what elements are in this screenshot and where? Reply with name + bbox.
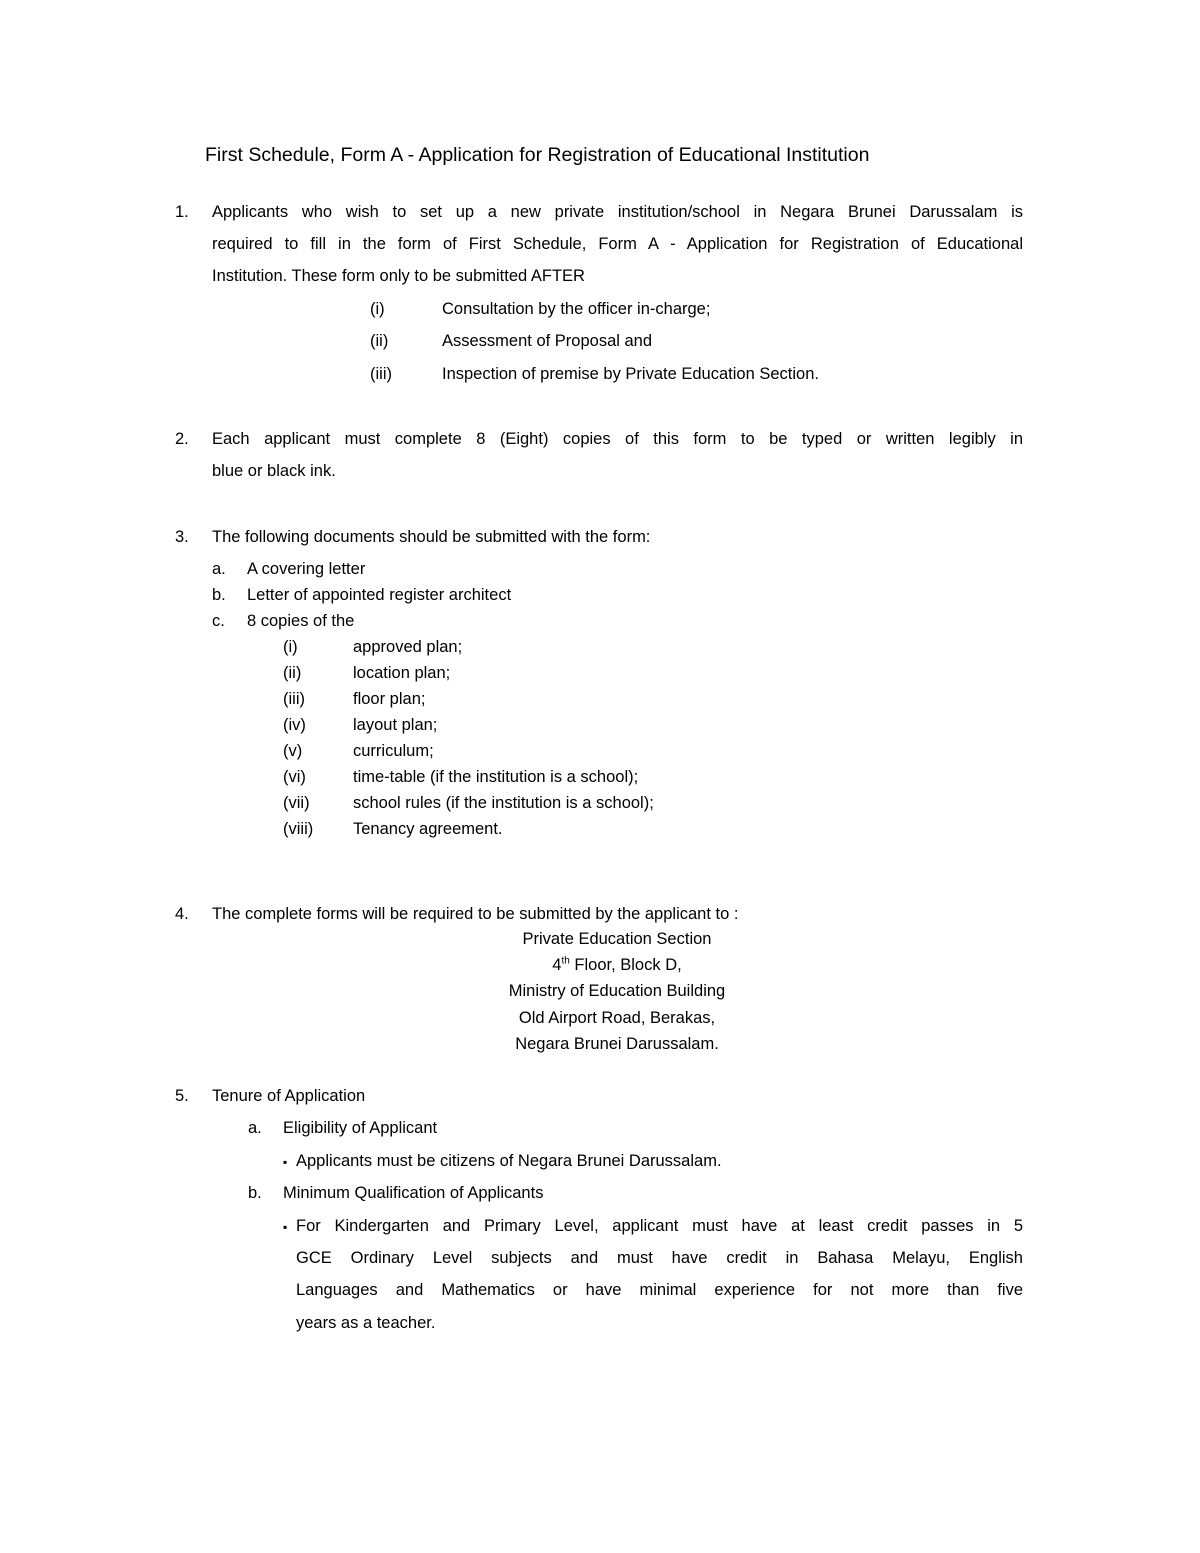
section-2-line-2: blue or black ink. (212, 462, 336, 480)
copies-item-7-text: school rules (if the institution is a school); (353, 794, 654, 812)
section-3-intro: The following documents should be submitted with the form: (212, 528, 651, 546)
copies-item-6-text: time-table (if the institution is a school); (353, 768, 639, 786)
section-1-item-2-num: (ii) (370, 332, 389, 350)
section-1-item-1-num: (i) (370, 300, 385, 318)
copies-item-5-text: curriculum; (353, 742, 434, 760)
copies-item-1-num: (i) (283, 638, 298, 656)
section-3-letter-a-text: A covering letter (247, 560, 366, 578)
copies-item-2-num: (ii) (283, 664, 302, 682)
section-3-letter-b: b. (212, 586, 226, 604)
copies-item-8-num: (viii) (283, 820, 314, 838)
address-floor-superscript: th (561, 955, 570, 967)
copies-item-7-num: (vii) (283, 794, 310, 812)
section-5-number: 5. (175, 1087, 189, 1105)
section-1-item-1-text: Consultation by the officer in-charge; (442, 300, 711, 318)
section-4-intro: The complete forms will be required to be submitted by the applicant to : (212, 905, 739, 923)
address-line-5: Negara Brunei Darussalam. (515, 1035, 719, 1053)
section-5-title: Tenure of Application (212, 1087, 366, 1105)
section-1-line-2: required to fill in the form of First Schedule, Form A - Application for Registration of Educational (212, 235, 1023, 253)
copies-item-6-num: (vi) (283, 768, 306, 786)
copies-item-1-text: approved plan; (353, 638, 463, 656)
section-3-letter-c: c. (212, 612, 225, 630)
copies-item-4-text: layout plan; (353, 716, 438, 734)
copies-item-3-num: (iii) (283, 690, 305, 708)
section-5-b-title: Minimum Qualification of Applicants (283, 1184, 544, 1202)
copies-item-3-text: floor plan; (353, 690, 426, 708)
address-line-3: Ministry of Education Building (508, 982, 726, 1000)
address-floor-number: 4 (552, 956, 562, 974)
section-2-number: 2. (175, 430, 189, 448)
bullet-icon: ▪ (283, 1220, 288, 1234)
copies-item-8-text: Tenancy agreement. (353, 820, 503, 838)
address-line-1: Private Education Section (522, 930, 712, 948)
section-1-item-2-text: Assessment of Proposal and (442, 332, 653, 350)
section-1-number: 1. (175, 203, 189, 221)
section-1-item-3-num: (iii) (370, 365, 392, 383)
section-1-line-3: Institution. These form only to be submitted AFTER (212, 267, 585, 285)
section-2-line-1: Each applicant must complete 8 (Eight) copies of this form to be typed or written legibly in (212, 430, 1023, 448)
page-title: First Schedule, Form A - Application for Registration of Educational Institution (205, 144, 870, 166)
section-5-a-bullet-text: Applicants must be citizens of Negara Brunei Darussalam. (296, 1152, 722, 1170)
section-3-number: 3. (175, 528, 189, 546)
section-5-letter-b: b. (248, 1184, 262, 1202)
address-line-2 (417, 957, 817, 974)
section-5-b-bullet-line-1: For Kindergarten and Primary Level, applicant must have at least credit passes in 5 (296, 1217, 1023, 1235)
section-4-number: 4. (175, 905, 189, 923)
section-1-line-1: Applicants who wish to set up a new private institution/school in Negara Brunei Darussalam is (212, 203, 1023, 221)
address-floor-rest: Floor, Block D, (569, 956, 682, 974)
section-5-letter-a: a. (248, 1119, 262, 1137)
copies-item-5-num: (v) (283, 742, 303, 760)
bullet-icon: ▪ (283, 1155, 288, 1169)
section-5-a-title: Eligibility of Applicant (283, 1119, 438, 1137)
section-3-letter-b-text: Letter of appointed register architect (247, 586, 512, 604)
copies-item-4-num: (iv) (283, 716, 306, 734)
section-1-item-3-text: Inspection of premise by Private Education Section. (442, 365, 819, 383)
section-3-letter-a: a. (212, 560, 226, 578)
address-line-4: Old Airport Road, Berakas, (518, 1009, 716, 1027)
section-5-b-bullet-line-4: years as a teacher. (296, 1314, 436, 1332)
section-3-letter-c-text: 8 copies of the (247, 612, 355, 630)
section-5-b-bullet-line-2: GCE Ordinary Level subjects and must have credit in Bahasa Melayu, English (296, 1249, 1023, 1267)
copies-item-2-text: location plan; (353, 664, 451, 682)
section-5-b-bullet-line-3: Languages and Mathematics or have minimal experience for not more than five (296, 1281, 1023, 1299)
